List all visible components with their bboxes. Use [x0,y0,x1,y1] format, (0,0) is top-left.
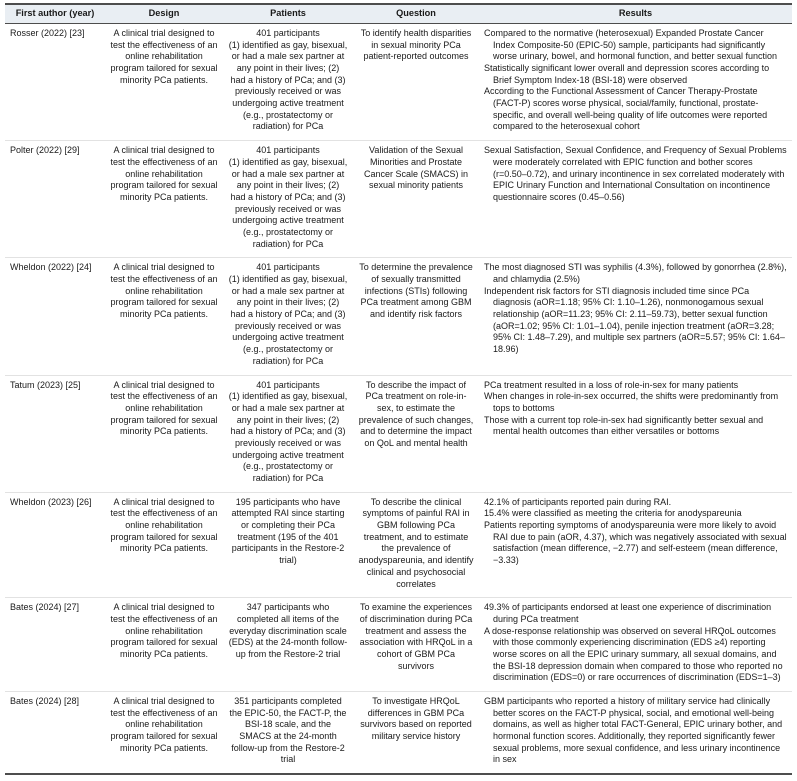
header-row [5,4,792,23]
result-item: PCa treatment resulted in a loss of role-in-sex for many patients [484,379,739,390]
result-item: A dose-response relationship was observed on several HRQoL outcomes with those commonly experiencing discrimination (EDS ≥4) reporting worse scores on all the EPIC urinary summary, all sexual domains, and the BSI-18 depression domain when compared to those who reported no discrimination (EDS=0) or rare occurrences of discrimination (EDS=1–3) [484,625,783,683]
results-cell [479,692,792,775]
patients-paragraph: 195 participants who have attempted RAI since starting or completing their PCa treatment (195 of the 401 participants in the Restore-2 trial) [231,496,345,566]
result-item: 42.1% of participants reported pain during RAI. [484,496,672,507]
question-cell: To describe the impact of PCa treatment on role-in-sex, to estimate the prevalence of such changes, and to determine the impact on QoL and mental health [353,375,479,492]
author-cell: Rosser (2022) [23] [10,27,85,38]
patients-paragraph: 401 participants [256,27,320,38]
question-cell: To describe the clinical symptoms of painful RAI in GBM following PCa treatment, and to estimate the prevalence of anodyspareunia, and identify clinical and psychosocial correlates [353,492,479,598]
result-item: Patients reporting symptoms of anodyspareunia were more likely to avoid RAI due to pain (aOR, 4.37), which was negatively associated with sexual satisfaction (mean difference, −2.77) and self-esteem (mean difference, −3.33) [484,520,787,566]
patients-paragraph: (1) identified as gay, bisexual, or had a male sex partner at any point in their lives; (2) had a history of PCa; and (3) previously received or was undergoing active treatment (e.g., prostatectomy or radiation) for PCa [228,274,348,366]
author-cell: Wheldon (2022) [24] [5,258,105,375]
design-cell: A clinical trial designed to test the effectiveness of an online rehabilitation program tailored for sexual minority PCa patients. [105,598,223,692]
patients-paragraph: 401 participants [256,262,320,273]
result-item: When changes in role-in-sex occurred, the shifts were predominantly from tops to bottoms [484,391,779,413]
patients-paragraph: 401 participants [256,145,320,156]
question-cell: To determine the prevalence of sexually transmitted infections (STIs) following PCa treatment among GBM and identify risk factors [353,258,479,375]
result-item: Independent risk factors for STI diagnosis included time since PCa diagnosis (aOR=1.18; 95% CI: 1.10–1.26), nonmonogamous sexual relationship (aOR=11.23; 95% CI: 2.11–59.73), better sexual function (aOR=1.02; 95% CI: 1.01–1.04), penile injection treatment (aOR=3.28; 95% CI: 1.48–7.29), and multiple sex partners (aOR=5.57; 95% CI: 1.64–18.96) [484,285,785,355]
table-row [5,23,792,140]
result-item: Statistically significant lower overall and depression scores according to Brief Symptom Index-18 (BSI-18) were observed [484,63,770,85]
result-item: GBM participants who reported a history of military service had clinically better scores on the FACT-P physical, social, and emotional well-being domains, as well as higher total FACT-General, EPIC urinary bother, and hormonal function scores. Additionally, they reported significantly fewer sexual problems, more sexual confidence, and less urinary incontinence in sex [484,696,783,765]
table-row [5,258,792,375]
results-cell [479,258,792,375]
patients-paragraph: 401 participants [256,379,320,390]
patients-cell [223,141,353,258]
result-item: 49.3% of participants endorsed at least one experience of discrimination during PCa treatment [484,602,772,624]
author-cell: Wheldon (2023) [26] [5,492,105,598]
table-row [5,692,792,775]
design-cell: A clinical trial designed to test the effectiveness of an online rehabilitation program tailored for sexual minority PCa patients. [105,258,223,375]
result-item: 15.4% were classified as meeting the criteria for anodyspareunia [484,508,742,519]
table-row [5,375,792,492]
patients-paragraph: (1) identified as gay, bisexual, or had a male sex partner at any point in their lives; (2) had a history of PCa; and (3) previously received or was undergoing active treatment (e.g., prostatectomy or radiation) for PCa [228,156,348,249]
author-cell: Tatum (2023) [25] [5,375,105,492]
patients-paragraph: 351 participants completed the EPIC-50, the FACT-P, the BSI-18 scale, and the SMACS at the 24-month follow-up from the Restore-2 trial [229,696,347,765]
patients-cell [223,598,353,692]
results-cell [479,492,792,598]
header-first-author: First author (year) [5,4,105,23]
patients-cell [223,492,353,598]
patients-paragraph: (1) identified as gay, bisexual, or had a male sex partner at any point in their lives; (2) had a history of PCa; and (3) previously received or was undergoing active treatment (e.g., prostatectomy or radiation) for PCa [228,39,348,132]
header-patients: Patients [223,4,353,23]
result-item: According to the Functional Assessment of Cancer Therapy-Prostate (FACT-P) scores worse physical, social/family, functional, prostate-specific, and overall well-being quality of life outcomes were reported compared to the heterosexual cohort [484,86,768,132]
patients-cell [223,375,353,492]
header-results: Results [479,4,792,23]
table-body [5,23,792,774]
result-item: Those with a current top role-in-sex had significantly better sexual and mental health outcomes than either versatiles or bottoms [484,414,764,437]
design-cell: A clinical trial designed to test the effectiveness of an online rehabilitation program tailored for sexual minority PCa patients. [105,692,223,775]
results-cell [479,598,792,692]
patients-paragraph: 347 participants who completed all items of the everyday discrimination scale (EDS) at the 24-month follow-up from the Restore-2 trial [228,602,348,659]
results-cell [479,141,792,258]
design-cell: A clinical trial designed to test the effectiveness of an online rehabilitation program tailored for sexual minority PCa patients. [105,492,223,598]
results-cell [479,375,792,492]
question-cell: Validation of the Sexual Minorities and Prostate Cancer Scale (SMACS) in sexual minority patients [353,141,479,258]
header-design: Design [105,4,223,23]
results-cell [479,23,792,140]
patients-cell [223,258,353,375]
author-cell: Bates (2024) [28] [5,692,105,775]
design-cell: A clinical trial designed to test the effectiveness of an online rehabilitation program tailored for sexual minority PCa patients. [105,141,223,258]
table-row [5,598,792,692]
result-item: The most diagnosed STI was syphilis (4.3%), followed by gonorrhea (2.8%), and chlamydia (2.5%) [484,262,787,285]
patients-paragraph: (1) identified as gay, bisexual, or had a male sex partner at any point in their lives; (2) had a history of PCa; and (3) previously received or was undergoing active treatment (e.g., prostatectomy or radiation) for PCa [228,391,348,484]
design-cell: A clinical trial designed to test the effectiveness of an online rehabilitation program tailored for sexual minority PCa patients. [105,375,223,492]
table-row [5,492,792,598]
question-cell: To examine the experiences of discrimination during PCa treatment and assess the association with HRQoL in a cohort of GBM PCa survivors [353,598,479,692]
patients-cell [223,23,353,140]
studies-table [5,3,792,775]
design-cell: A clinical trial designed to test the effectiveness of an online rehabilitation program tailored for sexual minority PCa patients. [110,27,218,85]
patients-cell [223,692,353,775]
result-item: Sexual Satisfaction, Sexual Confidence, and Frequency of Sexual Problems were moderately correlated with EPIC function and bother scores (r=0.50–0.72), and urinary incontinence in sex correlated moderately with EPIC Urinary Function and International Consultation on incontinence questionnaire scores (0.45–0.56) [484,145,787,202]
header-question: Question [353,4,479,23]
table-row [5,141,792,258]
result-item: Compared to the normative (heterosexual) Expanded Prostate Cancer Index Composite-50 (EPIC-50) sample, participants had significantly worse urinary, bowel, and hormonal function, and better sexual function [484,27,777,62]
author-cell: Polter (2022) [29] [5,141,105,258]
question-cell: To identify health disparities in sexual minority PCa patient-reported outcomes [360,27,472,62]
author-cell: Bates (2024) [27] [5,598,105,692]
question-cell: To investigate HRQoL differences in GBM PCa survivors based on reported military service history [353,692,479,775]
